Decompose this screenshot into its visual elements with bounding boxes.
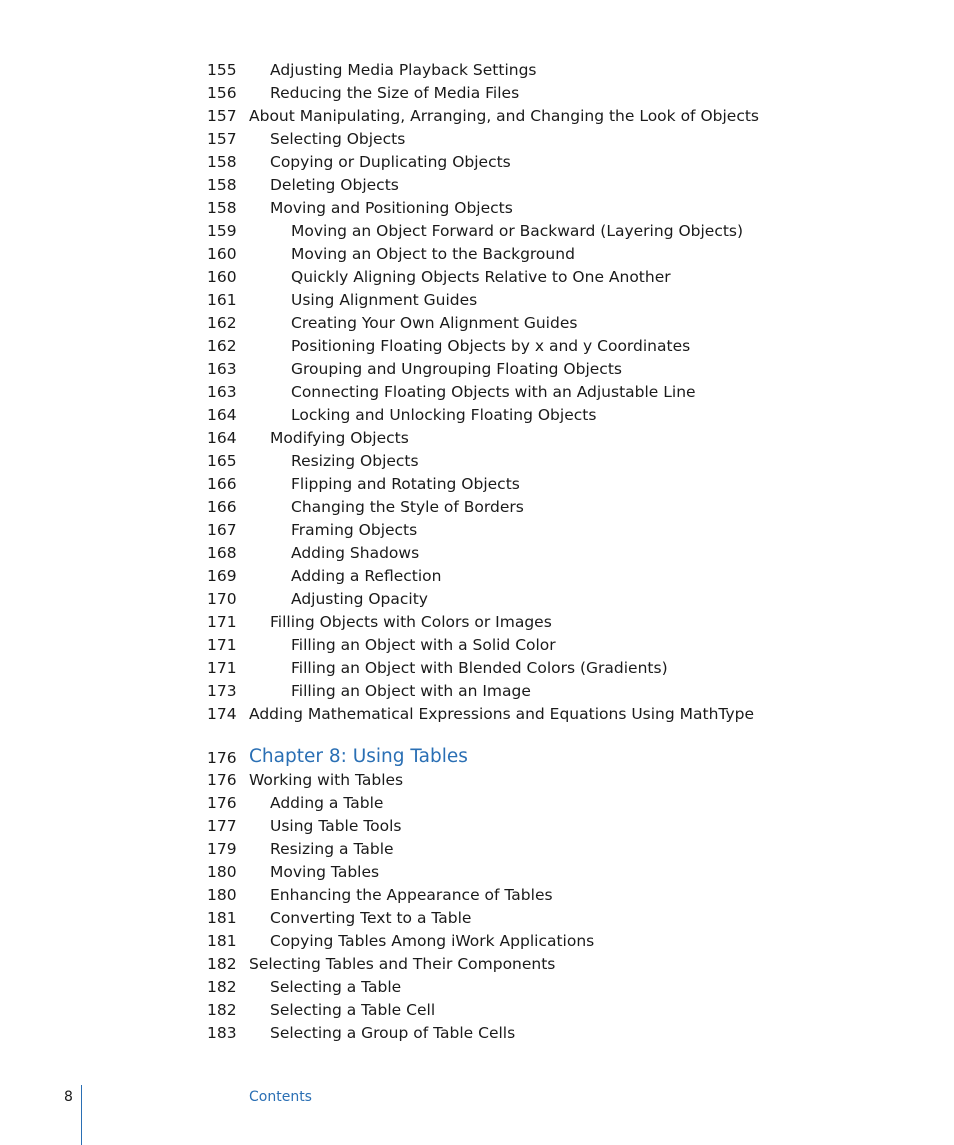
toc-entry-title: Filling Objects with Colors or Images [270, 613, 552, 631]
toc-entry-title: Creating Your Own Alignment Guides [291, 314, 578, 332]
toc-entry [0, 815, 954, 838]
toc-page-number: 155 [207, 61, 237, 79]
toc-entry [0, 588, 954, 611]
toc-entry [0, 312, 954, 335]
toc-entry-title: Moving and Positioning Objects [270, 199, 513, 217]
toc-entry-title: Using Alignment Guides [291, 291, 478, 309]
toc-entry-title: Selecting Objects [270, 130, 406, 148]
toc-entry [0, 59, 954, 82]
toc-entry-title: Selecting a Table Cell [270, 1001, 436, 1019]
toc-entry-title: Enhancing the Appearance of Tables [270, 886, 553, 904]
toc-entry-title: Filling an Object with a Solid Color [291, 636, 556, 654]
toc-entry [0, 657, 954, 680]
toc-page-number: 157 [207, 107, 237, 125]
toc-entry [0, 542, 954, 565]
toc-entry-title: Changing the Style of Borders [291, 498, 524, 516]
toc-page-number: 177 [207, 817, 237, 835]
toc-entry-title: Adding Mathematical Expressions and Equations Using MathType [249, 705, 755, 723]
toc-page-number: 180 [207, 863, 237, 881]
toc-entry [0, 450, 954, 473]
toc-page-number: 176 [207, 794, 237, 812]
chapter-title: Chapter 8: Using Tables [249, 746, 468, 767]
toc-entry-title: Moving Tables [270, 863, 380, 881]
toc-entry-title: About Manipulating, Arranging, and Changing the Look of Objects [249, 107, 759, 125]
toc-entry [0, 473, 954, 496]
toc-page-number: 164 [207, 406, 237, 424]
toc-entry [0, 565, 954, 588]
toc-entry [0, 930, 954, 953]
toc-page-number: 181 [207, 932, 237, 950]
toc-entry-title: Modifying Objects [270, 429, 409, 447]
toc-page-number: 161 [207, 291, 237, 309]
toc-entry [0, 999, 954, 1022]
toc-page-number: 182 [207, 955, 237, 973]
toc-page-number: 156 [207, 84, 237, 102]
toc-entry [0, 703, 954, 726]
toc-entry [0, 243, 954, 266]
toc-entry [0, 105, 954, 128]
toc-entry-title: Selecting a Table [270, 978, 402, 996]
toc-page-number: 183 [207, 1024, 237, 1042]
toc-page-number: 158 [207, 199, 237, 217]
toc-entry-title: Filling an Object with Blended Colors (Gradients) [291, 659, 668, 677]
toc-entry-title: Deleting Objects [270, 176, 399, 194]
toc-page-number: 158 [207, 153, 237, 171]
toc-entry [0, 174, 954, 197]
toc-entry-title: Filling an Object with an Image [291, 682, 531, 700]
toc-entry [0, 427, 954, 450]
toc-page-number: 163 [207, 360, 237, 378]
toc-entry [0, 680, 954, 703]
toc-entry [0, 82, 954, 105]
toc-page-number: 170 [207, 590, 237, 608]
toc-page-number: 158 [207, 176, 237, 194]
toc-page-number: 171 [207, 613, 237, 631]
toc-entry-title: Moving an Object to the Background [291, 245, 575, 263]
toc-entry [0, 197, 954, 220]
toc-entry [0, 220, 954, 243]
toc-entry [0, 769, 954, 792]
toc-page-number: 163 [207, 383, 237, 401]
toc-page-number: 176 [207, 749, 237, 767]
toc-entry [0, 128, 954, 151]
toc-page-number: 182 [207, 1001, 237, 1019]
toc-entry-title: Locking and Unlocking Floating Objects [291, 406, 597, 424]
toc-page-number: 179 [207, 840, 237, 858]
toc-page-number: 164 [207, 429, 237, 447]
toc-entry-title: Positioning Floating Objects by x and y Coordinates [291, 337, 691, 355]
toc-page-number: 176 [207, 771, 237, 789]
toc-page-number: 180 [207, 886, 237, 904]
toc-entry [0, 496, 954, 519]
chapter-heading [0, 745, 954, 769]
toc-page-number: 162 [207, 337, 237, 355]
toc-entry-title: Adding a Reflection [291, 567, 442, 585]
toc-entry [0, 335, 954, 358]
toc-entry [0, 611, 954, 634]
footer-page-number: 8 [64, 1089, 73, 1105]
toc-page-number: 169 [207, 567, 237, 585]
toc-page-number: 166 [207, 475, 237, 493]
table-of-contents [0, 59, 954, 1045]
toc-entry-title: Copying or Duplicating Objects [270, 153, 511, 171]
toc-entry-title: Selecting a Group of Table Cells [270, 1024, 516, 1042]
toc-page-number: 157 [207, 130, 237, 148]
toc-entry-title: Adjusting Media Playback Settings [270, 61, 537, 79]
toc-entry [0, 907, 954, 930]
toc-entry [0, 953, 954, 976]
toc-page-number: 171 [207, 659, 237, 677]
toc-entry [0, 976, 954, 999]
toc-entry [0, 151, 954, 174]
toc-entry [0, 861, 954, 884]
toc-page-number: 173 [207, 682, 237, 700]
toc-page-number: 165 [207, 452, 237, 470]
toc-entry-title: Adding Shadows [291, 544, 420, 562]
toc-page-number: 181 [207, 909, 237, 927]
toc-entry [0, 358, 954, 381]
footer-divider [81, 1085, 82, 1145]
toc-entry-title: Selecting Tables and Their Components [249, 955, 556, 973]
toc-entry-title: Adjusting Opacity [291, 590, 428, 608]
toc-entry-title: Grouping and Ungrouping Floating Objects [291, 360, 622, 378]
toc-entry [0, 1022, 954, 1045]
toc-page-number: 168 [207, 544, 237, 562]
toc-page-number: 167 [207, 521, 237, 539]
toc-entry-title: Resizing a Table [270, 840, 394, 858]
toc-entry-title: Framing Objects [291, 521, 418, 539]
toc-entry-title: Flipping and Rotating Objects [291, 475, 520, 493]
toc-entry-title: Copying Tables Among iWork Applications [270, 932, 595, 950]
toc-entry-title: Connecting Floating Objects with an Adjustable Line [291, 383, 696, 401]
toc-entry [0, 792, 954, 815]
toc-entry-title: Adding a Table [270, 794, 384, 812]
toc-page-number: 166 [207, 498, 237, 516]
toc-entry [0, 519, 954, 542]
toc-page-number: 182 [207, 978, 237, 996]
toc-entry-title: Quickly Aligning Objects Relative to One Another [291, 268, 671, 286]
toc-page-number: 160 [207, 245, 237, 263]
footer-section-label: Contents [249, 1089, 312, 1105]
toc-entry [0, 838, 954, 861]
toc-entry [0, 634, 954, 657]
toc-entry-title: Resizing Objects [291, 452, 419, 470]
toc-page-number: 174 [207, 705, 237, 723]
toc-page-number: 162 [207, 314, 237, 332]
toc-entry-title: Using Table Tools [270, 817, 402, 835]
toc-entry [0, 289, 954, 312]
toc-entry-title: Reducing the Size of Media Files [270, 84, 520, 102]
toc-page-number: 171 [207, 636, 237, 654]
toc-entry [0, 266, 954, 289]
toc-entry-title: Working with Tables [249, 771, 404, 789]
toc-entry [0, 884, 954, 907]
toc-entry-title: Moving an Object Forward or Backward (Layering Objects) [291, 222, 744, 240]
toc-entry-title: Converting Text to a Table [270, 909, 472, 927]
toc-entry [0, 404, 954, 427]
toc-page-number: 159 [207, 222, 237, 240]
toc-entry [0, 381, 954, 404]
toc-page-number: 160 [207, 268, 237, 286]
